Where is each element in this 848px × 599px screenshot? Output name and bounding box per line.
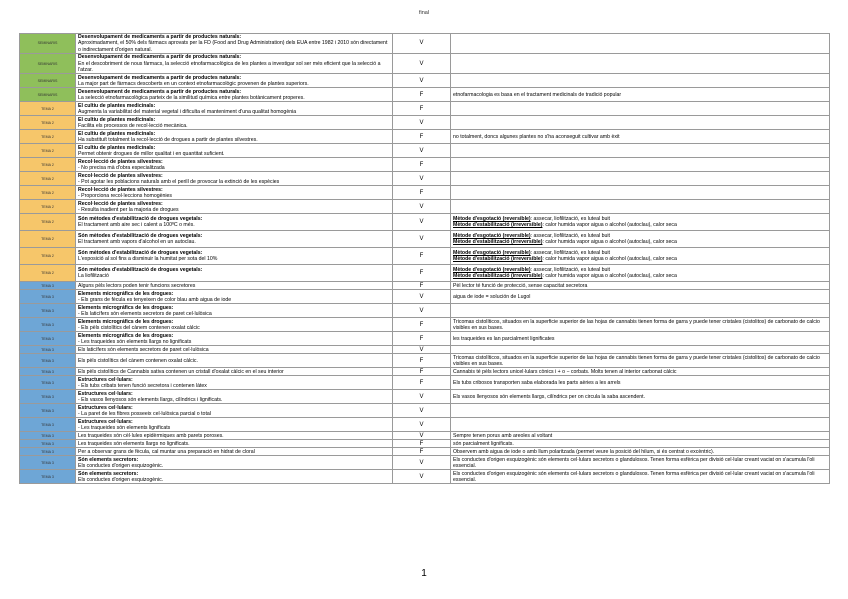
question-text: L'exposició al sol fins a disminuir la humitat per sota del 10% <box>78 256 218 263</box>
comment-line <box>453 273 827 279</box>
table-row <box>20 448 830 456</box>
table-row <box>20 290 830 304</box>
question-text: Les traqueides són cèl·lules epidèrmiques amb parets poroses. <box>78 432 224 439</box>
comment-cell: Cannabis té pèls lectors unicel·lulars cònics i + o − corbats. Molts tenen al interior carbonat càlcic <box>451 368 830 376</box>
category-cell: TEMA 3 <box>20 332 76 346</box>
comment-method-detail: : calor humida vapor aigua o alcohol (autoclau), calor seca <box>542 239 677 246</box>
category-cell: TEMA 3 <box>20 470 76 484</box>
table-row <box>20 214 830 231</box>
question-text: La liofilització <box>78 273 109 280</box>
category-cell: TEMA 2 <box>20 144 76 158</box>
question-text: - Les traqueides són elements llargs no lignificats <box>78 338 192 345</box>
answer-cell: V <box>393 390 451 404</box>
question-cell <box>76 448 393 456</box>
comment-cell: Els conductes d'origen esquizogènic són elements cel·lulars secretors o glandulosos. Tenen forma esfèrica per divisió cel·lular creant vaciat on s'acumula l'oli essencial. <box>451 456 830 470</box>
comment-cell <box>451 34 830 54</box>
category-cell: TEMA 3 <box>20 440 76 448</box>
category-cell: SEMINARIS <box>20 88 76 102</box>
comment-cell: Tricomas cistolíticos, situados en la superficie superior de las hojas de cannabis tienen forma de garra y puede tener cristales (cistolitos) de carbonato de calcio visibles en sus bases. <box>451 354 830 368</box>
category-cell: TEMA 3 <box>20 318 76 332</box>
table-row <box>20 88 830 102</box>
question-text: Els pèls cistolítics de Cannabis sativa contenen un cristall d'oxalat càlcic en el seu interior <box>78 368 284 375</box>
answer-cell: F <box>393 248 451 265</box>
table-row <box>20 376 830 390</box>
answer-cell: F <box>393 130 451 144</box>
table-row <box>20 186 830 200</box>
answer-cell: V <box>393 304 451 318</box>
comment-cell <box>451 200 830 214</box>
answer-cell: F <box>393 354 451 368</box>
table-row <box>20 102 830 116</box>
question-cell <box>76 74 393 88</box>
answer-cell: V <box>393 456 451 470</box>
comment-cell: Els conductes d'origen esquizogènic són elements cel·lulars secretors o glandulosos. Tenen forma esfèrica per divisió cel·lular creant vaciat on s'acumula l'oli essencial. <box>451 470 830 484</box>
answer-cell: F <box>393 88 451 102</box>
question-text: - Els tubs cribats tenen funció secretora i contenen làtex <box>78 382 207 389</box>
answer-cell: F <box>393 102 451 116</box>
question-heading: Elements micrográfics de les drogues: <box>78 304 174 311</box>
category-cell: TEMA 3 <box>20 290 76 304</box>
table-row <box>20 158 830 172</box>
table-row <box>20 172 830 186</box>
comment-cell <box>451 346 830 354</box>
answer-cell: V <box>393 74 451 88</box>
question-cell <box>76 440 393 448</box>
comment-line <box>453 222 827 228</box>
question-text: Aproximadament, el 50% dels fàrmacs aprovats per la FD (Food and Drug Administration) dels EUA entre 1982 i 2010 són directament o indirectament d'origen natural. <box>78 40 388 53</box>
comment-method-name: Mètode d'esgotació (reversible) <box>453 233 531 240</box>
question-heading: El cultiu de plantes medicinals: <box>78 130 156 137</box>
question-text: - Els laticífers són elements secretors de paret cel·lulòsica <box>78 310 212 317</box>
comment-line <box>453 239 827 245</box>
category-cell: TEMA 2 <box>20 265 76 282</box>
table-row <box>20 432 830 440</box>
comment-cell: Pèl lector té funció de protecció, sense capacitat secretora <box>451 282 830 290</box>
category-cell: TEMA 3 <box>20 346 76 354</box>
answer-cell: F <box>393 368 451 376</box>
answer-cell: F <box>393 376 451 390</box>
comment-cell <box>451 102 830 116</box>
comment-method-detail: : assecar, liofilització, es luteal buit <box>530 250 610 257</box>
comment-method-detail: : assecar, liofilització, es luteal buit <box>530 267 610 274</box>
category-cell: TEMA 3 <box>20 390 76 404</box>
question-text: En el descobriment de nous fàrmacs, la selecció etnofarmacològica de les plantes a investigar sol ser més eficient que la selecció a l'atzar. <box>78 60 381 74</box>
question-heading: Estructures cel·lulars: <box>78 390 133 397</box>
answer-cell: F <box>393 318 451 332</box>
table-row <box>20 116 830 130</box>
category-cell: TEMA 2 <box>20 248 76 265</box>
table-row <box>20 456 830 470</box>
comment-cell: Tricomas cistolíticos, situados en la superficie superior de las hojas de cannabis tienen forma de garra y puede tener cristales (cistolitos) de carbonato de calcio visibles en sus bases. <box>451 318 830 332</box>
table-row <box>20 470 830 484</box>
question-cell <box>76 130 393 144</box>
category-cell: TEMA 2 <box>20 102 76 116</box>
table-row <box>20 346 830 354</box>
table-row <box>20 390 830 404</box>
question-cell <box>76 368 393 376</box>
comment-method-name: Mètode d'estabilització (irreversible) <box>453 222 543 229</box>
comment-method-detail: : calor humida vapor aigua o alcohol (autoclau), calor seca <box>542 273 677 280</box>
answer-cell: F <box>393 448 451 456</box>
comment-cell <box>451 54 830 74</box>
table-row <box>20 318 830 332</box>
table-row <box>20 54 830 74</box>
comment-method-detail: : calor humida vapor aigua o alcohol (autoclau), calor seca <box>542 222 677 229</box>
question-text: Ha substituït totalment la recol·lecció de drogues a partir de plantes silvestres. <box>78 136 258 143</box>
category-cell: SEMINARIS <box>20 34 76 54</box>
question-text: - Les traqueides són elements lignificats <box>78 424 171 431</box>
comment-method-detail: : calor humida vapor aigua o alcohol (autoclau), calor seca <box>542 256 677 263</box>
question-cell <box>76 144 393 158</box>
question-cell <box>76 470 393 484</box>
question-heading: Són elements secretors: <box>78 470 139 477</box>
comment-line <box>453 256 827 262</box>
question-cell <box>76 186 393 200</box>
category-cell: TEMA 3 <box>20 376 76 390</box>
question-text: El tractament amb aire sec i calent a 100ºC o més. <box>78 222 195 229</box>
comment-cell <box>451 158 830 172</box>
question-cell <box>76 304 393 318</box>
question-heading: Elements micrográfics de les drogues: <box>78 290 174 297</box>
question-cell <box>76 332 393 346</box>
question-cell <box>76 432 393 440</box>
question-cell <box>76 172 393 186</box>
comment-cell: aigua de iode = solución de Lugol <box>451 290 830 304</box>
table-row <box>20 332 830 346</box>
question-heading: Recol·lecció de plantes silvestres: <box>78 158 163 165</box>
comment-cell <box>451 265 830 282</box>
question-heading: Són mètodes d'estabilització de drogues vegetals: <box>78 233 203 240</box>
question-cell <box>76 158 393 172</box>
question-heading: Estructures cel·lulars: <box>78 404 133 411</box>
question-text: Els pèls cistolítics del cànem contenen oxalat càlcic. <box>78 357 198 364</box>
comment-method-detail: : assecar, liofilització, es luteal buit <box>530 216 610 223</box>
question-cell <box>76 456 393 470</box>
question-heading: Desenvolupament de medicaments a partir de productes naturals: <box>78 54 242 61</box>
category-cell: TEMA 2 <box>20 172 76 186</box>
comment-cell: Els tubs cribosos transporten saba elaborada les parts aèries a les arrels <box>451 376 830 390</box>
table-row <box>20 130 830 144</box>
question-heading: Recol·lecció de plantes silvestres: <box>78 200 163 207</box>
comment-method-name: Mètode d'estabilització (irreversible) <box>453 239 543 246</box>
question-text: - No precisa mà d'obra especialitzada <box>78 164 165 171</box>
question-heading: Desenvolupament de medicaments a partir de productes naturals: <box>78 34 242 40</box>
question-cell <box>76 88 393 102</box>
category-cell: TEMA 3 <box>20 432 76 440</box>
question-cell <box>76 418 393 432</box>
comment-method-detail: : assecar, liofilització, es luteal buit <box>530 233 610 240</box>
category-cell: TEMA 2 <box>20 214 76 231</box>
question-heading: Recol·lecció de plantes silvestres: <box>78 172 163 179</box>
question-text: Augmenta la variabilitat del material vegetal i dificulta el manteniment d'una qualitat homogènia <box>78 108 297 115</box>
page-number: 1 <box>421 568 427 579</box>
answer-cell: V <box>393 200 451 214</box>
category-cell: TEMA 3 <box>20 448 76 456</box>
question-heading: Són mètodes d'estabilització de drogues vegetals: <box>78 250 203 257</box>
question-cell <box>76 265 393 282</box>
comment-cell: les traqueides es lan parcialment lignificates <box>451 332 830 346</box>
question-cell <box>76 354 393 368</box>
question-text: Facilita els processos de recol·lecció mecànica. <box>78 122 188 129</box>
answer-cell: F <box>393 332 451 346</box>
question-text: - Els grans de fècula es tenyeixen de color blau amb aigua de iode <box>78 296 232 303</box>
table-row <box>20 144 830 158</box>
question-heading: Estructures cel·lulars: <box>78 418 133 425</box>
question-text: - Resulta inadient per la majoria de drogues <box>78 206 179 213</box>
category-cell: TEMA 2 <box>20 186 76 200</box>
question-text: La major part de fàrmacs descoberts en un context etnofarmacològic provenen de plantes superiors. <box>78 80 309 87</box>
question-heading: Elements micrográfics de les drogues: <box>78 332 174 339</box>
answer-cell: F <box>393 440 451 448</box>
category-cell: TEMA 3 <box>20 418 76 432</box>
question-text: - La paret de les fibres posseeix cel·lulòsica parcial o total <box>78 410 211 417</box>
answer-cell: V <box>393 34 451 54</box>
table-row <box>20 200 830 214</box>
table-row <box>20 74 830 88</box>
comment-method-name: Mètode d'estabilització (irreversible) <box>453 256 543 263</box>
answer-cell: F <box>393 265 451 282</box>
comment-method-name: Mètode d'esgotació (reversible) <box>453 267 531 274</box>
answer-cell: V <box>393 432 451 440</box>
question-heading: El cultiu de plantes medicinals: <box>78 116 156 123</box>
category-cell: TEMA 3 <box>20 354 76 368</box>
question-heading: Estructures cel·lulars: <box>78 376 133 383</box>
category-cell: TEMA 3 <box>20 304 76 318</box>
question-text: - Els pèls cistolítics del cànem contenen oxalat càlcic <box>78 324 200 331</box>
question-heading: Desenvolupament de medicaments a partir de productes naturals: <box>78 88 242 95</box>
answer-cell: F <box>393 186 451 200</box>
question-cell <box>76 290 393 304</box>
question-heading: Són elements secretors: <box>78 456 139 463</box>
category-cell: TEMA 2 <box>20 158 76 172</box>
answer-cell: V <box>393 404 451 418</box>
question-cell <box>76 34 393 54</box>
answer-cell: V <box>393 346 451 354</box>
table-row <box>20 248 830 265</box>
category-cell: TEMA 2 <box>20 130 76 144</box>
comment-method-name: Mètode d'esgotació (reversible) <box>453 216 531 223</box>
table-row <box>20 418 830 432</box>
question-text: Permet obtenir drogues de millor qualitat i en quantitat suficient. <box>78 150 225 157</box>
category-cell: SEMINARIS <box>20 54 76 74</box>
table-row <box>20 265 830 282</box>
comment-cell <box>451 74 830 88</box>
question-text: Els conductes d'origen esquizogènic. <box>78 476 164 483</box>
table-row <box>20 354 830 368</box>
table-row <box>20 440 830 448</box>
answer-cell: V <box>393 231 451 248</box>
question-cell <box>76 214 393 231</box>
question-heading: Elements micrográfics de les drogues: <box>78 318 174 325</box>
table-row <box>20 231 830 248</box>
category-cell: TEMA 2 <box>20 200 76 214</box>
question-cell <box>76 318 393 332</box>
category-cell: TEMA 2 <box>20 231 76 248</box>
category-cell: TEMA 3 <box>20 456 76 470</box>
category-cell: TEMA 3 <box>20 404 76 418</box>
question-heading: Desenvolupament de medicaments a partir de productes naturals: <box>78 74 242 81</box>
category-cell: TEMA 2 <box>20 116 76 130</box>
comment-method-name: Mètode d'esgotació (reversible) <box>453 250 531 257</box>
question-table <box>19 33 830 484</box>
question-text: - Els vasos llenyosos són elements llargs, cilíndrics i lignificats. <box>78 396 223 403</box>
question-heading: El cultiu de plantes medicinals: <box>78 102 156 109</box>
question-cell <box>76 376 393 390</box>
comment-cell <box>451 304 830 318</box>
page-header-title: final <box>418 10 430 16</box>
question-text: La selecció etnofarmacològica parteix de la similitud química entre plantes botànicament properes. <box>78 94 305 101</box>
table-row <box>20 282 830 290</box>
answer-cell: V <box>393 172 451 186</box>
question-cell <box>76 102 393 116</box>
comment-cell <box>451 404 830 418</box>
question-cell <box>76 54 393 74</box>
answer-cell: F <box>393 282 451 290</box>
comment-cell: etnofarmacologia es basa en el tractament medicinals de tradició popular <box>451 88 830 102</box>
answer-cell: V <box>393 290 451 304</box>
answer-cell: V <box>393 470 451 484</box>
comment-method-name: Mètode d'estabilització (irreversible) <box>453 273 543 280</box>
comment-cell <box>451 418 830 432</box>
answer-cell: V <box>393 144 451 158</box>
category-cell: SEMINARIS <box>20 74 76 88</box>
category-cell: TEMA 3 <box>20 282 76 290</box>
question-cell <box>76 404 393 418</box>
question-heading: El cultiu de plantes medicinals: <box>78 144 156 151</box>
comment-cell <box>451 231 830 248</box>
answer-cell: V <box>393 418 451 432</box>
question-text: Per a observar grans de fècula, cal muntar una preparació en hidrat de cloral <box>78 448 255 455</box>
comment-cell: Sempre tenen porus amb areoles al voltant <box>451 432 830 440</box>
category-cell: TEMA 3 <box>20 368 76 376</box>
question-cell <box>76 248 393 265</box>
question-cell <box>76 116 393 130</box>
comment-cell <box>451 144 830 158</box>
answer-cell: V <box>393 214 451 231</box>
comment-cell <box>451 186 830 200</box>
comment-cell: no totalment, doncs algunes plantes no s'ha aconseguit cultivar amb èxit <box>451 130 830 144</box>
table-row <box>20 304 830 318</box>
question-text: Els laticífers són elements secretors de paret cel·lulòsica <box>78 346 209 353</box>
question-heading: Són mètodes d'estabilització de drogues vegetals: <box>78 216 203 223</box>
table-row <box>20 34 830 54</box>
comment-cell: són parcialment lignificats. <box>451 440 830 448</box>
answer-cell: V <box>393 116 451 130</box>
comment-cell <box>451 214 830 231</box>
question-heading: Recol·lecció de plantes silvestres: <box>78 186 163 193</box>
table-row <box>20 368 830 376</box>
question-cell <box>76 390 393 404</box>
question-text: - Pot agotar les poblacions naturals amb el perill de provocar la extinció de les espècies <box>78 178 280 185</box>
comment-cell: Observem amb aigua de iode o amb llum polaritzada (permet veure la posició del hilum, si és centrat o excèntric). <box>451 448 830 456</box>
table-row <box>20 404 830 418</box>
answer-cell: V <box>393 54 451 74</box>
question-text: Els conductes d'origen esquizogènic. <box>78 462 164 469</box>
question-text: - Proporciona recol·leccions homogènies <box>78 192 172 199</box>
question-cell <box>76 282 393 290</box>
question-text: Les traqueides són elements llargs no lignificats. <box>78 440 190 447</box>
question-cell <box>76 231 393 248</box>
question-cell <box>76 346 393 354</box>
comment-cell <box>451 116 830 130</box>
question-text: Alguns pèls lectors poden tenir funcions secretores <box>78 282 196 289</box>
comment-cell <box>451 172 830 186</box>
comment-cell: Els vasos llenyosos són elements llargs, cilíndrics per on circula la saba ascendent. <box>451 390 830 404</box>
question-text: El tractament amb vapors d'alcohol en un autoclau. <box>78 239 196 246</box>
answer-cell: F <box>393 158 451 172</box>
question-heading: Són mètodes d'estabilització de drogues vegetals: <box>78 267 203 274</box>
comment-cell <box>451 248 830 265</box>
question-cell <box>76 200 393 214</box>
